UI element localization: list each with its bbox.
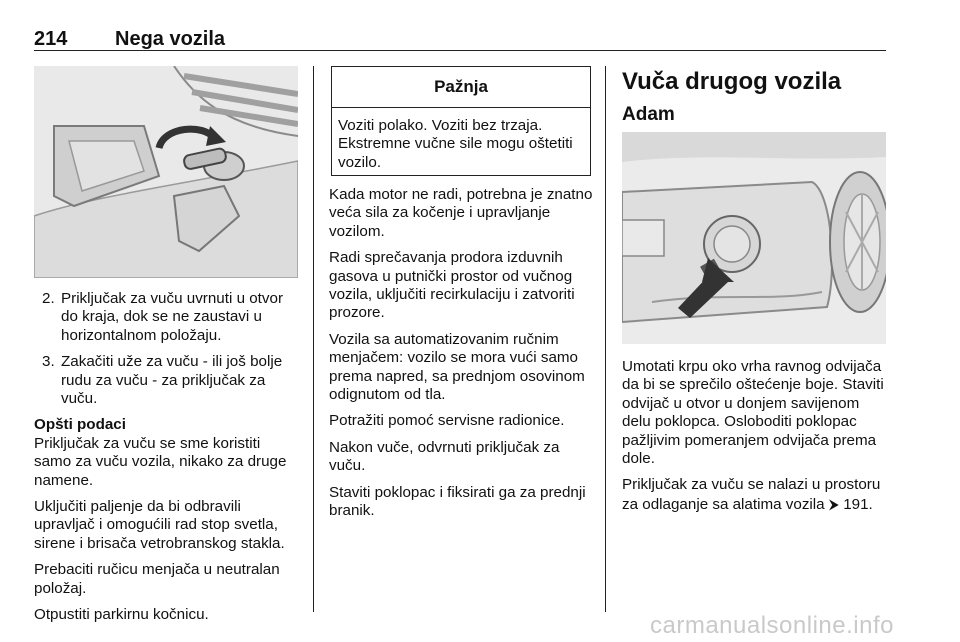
paragraph: Umotati krpu oko vrha ravnog odvijača da bi se sprečilo oštećenje boje. Staviti odvijač u otvor u donjem savijenom delu poklopca. Osloboditi poklopac pažljivim pomeranjem odvijača prema dole. bbox=[622, 358, 884, 468]
paragraph: Potražiti pomoć servisne radionice. bbox=[329, 412, 565, 430]
tow-eye-install-illustration bbox=[34, 66, 298, 278]
page-reference-link[interactable]: 191. bbox=[843, 495, 873, 513]
paragraph: Nakon vuče, odvrnuti priključak za vuču. bbox=[329, 438, 560, 475]
instruction-steps bbox=[34, 290, 300, 408]
caution-box bbox=[331, 66, 591, 176]
page-number: 214 bbox=[34, 28, 68, 50]
paragraph: Staviti poklopac i fiksirati ga za prednji branik. bbox=[329, 483, 586, 520]
reference-arrow-icon: ⮞ bbox=[828, 495, 839, 512]
right-column bbox=[622, 358, 888, 522]
watermark: carmanualsonline.info bbox=[650, 612, 894, 639]
column-divider bbox=[313, 66, 314, 612]
middle-column bbox=[329, 186, 593, 529]
paragraph: Prebaciti ručicu menjača u neutralan položaj. bbox=[34, 561, 280, 597]
paragraph: Vozila sa automatizovanim ručnim menjačem: vozilo se mora vući samo prema napred, sa prednjom osovinom odignutom od tla. bbox=[329, 330, 585, 404]
rear-tow-cover-illustration bbox=[622, 132, 886, 344]
model-subheading: Adam bbox=[622, 104, 675, 125]
paragraph: Otpustiti parkirnu kočnicu. bbox=[34, 606, 209, 624]
paragraph: Radi sprečavanja prodora izduvnih gasova u putnički prostor od vučnog vozila, uključiti recirkulaciju i zatvoriti prozore. bbox=[329, 249, 575, 322]
paragraph: Priključak za vuču se sme koristiti samo za vuču vozila, nikako za druge namene. bbox=[34, 434, 287, 489]
paragraph: Kada motor ne radi, potrebna je znatno veća sila za kočenje i upravljanje vozilom. bbox=[329, 186, 593, 240]
list-item: 2. Priključak za vuču uvrnuti u otvor do kraja, dok se ne zaustavi u horizontalnom položaju. bbox=[42, 290, 283, 344]
caution-title: Pažnja bbox=[332, 67, 590, 108]
column-divider bbox=[605, 66, 606, 612]
paragraph: Priključak za vuču se nalazi u prostoru za odlaganje sa alatima vozila ⮞ 191. bbox=[622, 476, 881, 513]
section-subheading: Opšti podaci bbox=[34, 416, 126, 434]
left-column bbox=[34, 290, 300, 633]
paragraph: Uključiti paljenje da bi odbravili upravljač i omogućili rad stop svetla, sirene i brisača vetrobranskog stakla. bbox=[34, 498, 285, 552]
running-title: Nega vozila bbox=[115, 28, 226, 50]
section-heading: Vuča drugog vozila bbox=[622, 68, 842, 95]
list-item: 3. Zakačiti uže za vuču - ili još bolje rudu za vuču - za priključak za vuču. bbox=[42, 353, 283, 408]
caution-text: Voziti polako. Voziti bez trzaja. Ekstremne vučne sile mogu oštetiti vozilo. bbox=[338, 117, 573, 171]
page-header bbox=[34, 22, 886, 51]
